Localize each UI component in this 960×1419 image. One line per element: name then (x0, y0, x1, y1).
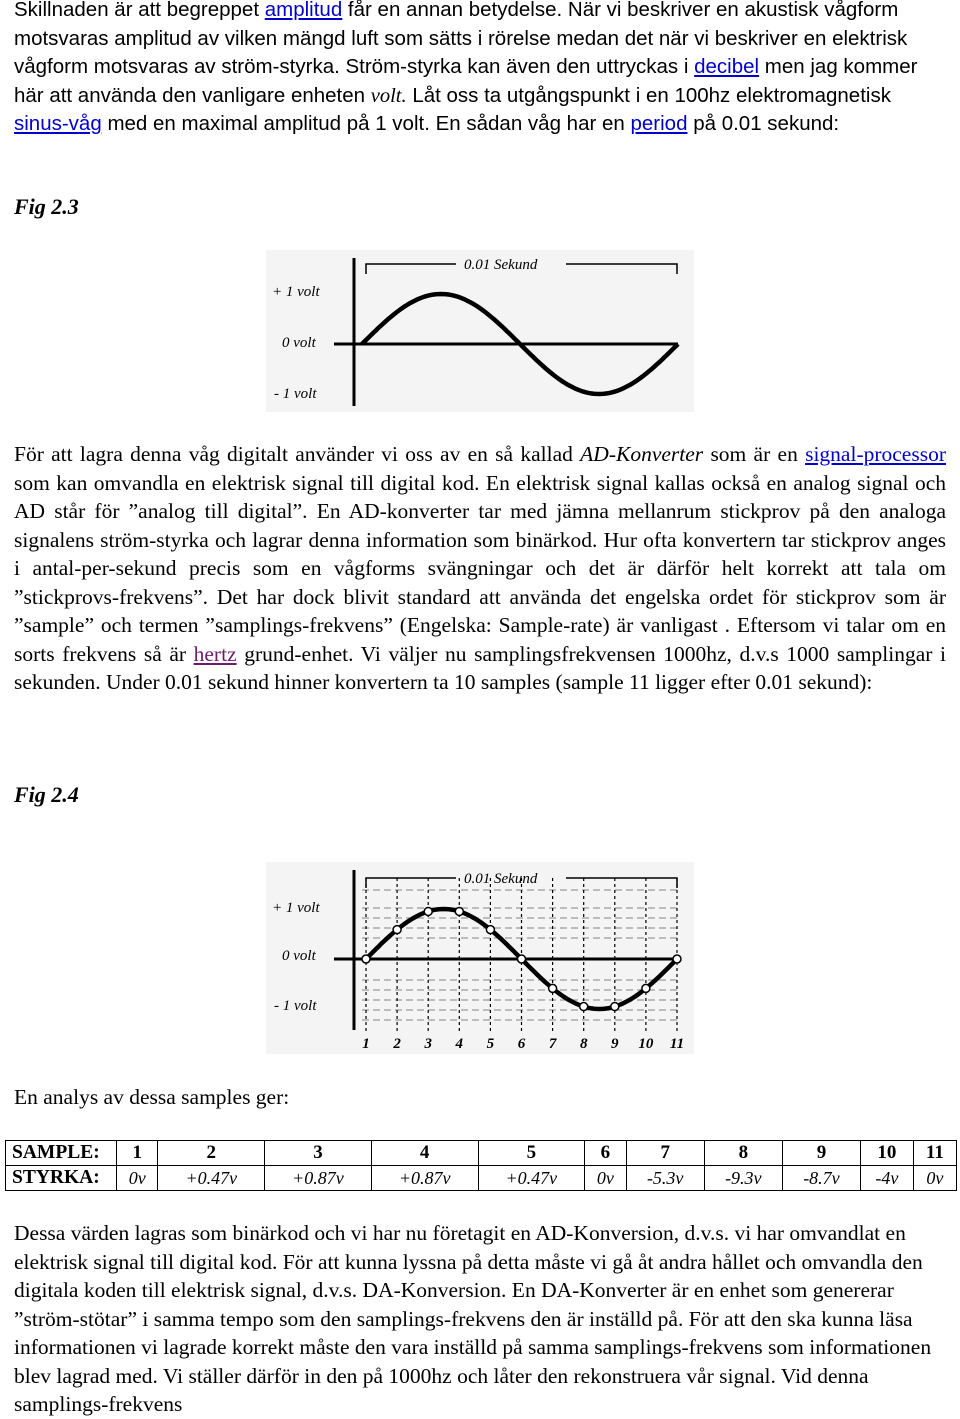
sample-number-cell: 9 (782, 1141, 860, 1166)
figure-caption-2-4: Fig 2.4 (14, 782, 79, 807)
strength-value-cell: -5.3v (626, 1166, 704, 1191)
sample-point (393, 926, 401, 934)
sample-point (642, 984, 650, 992)
strength-value-cell: 0v (585, 1166, 626, 1191)
link-signal-processor[interactable]: signal-processor (805, 442, 946, 466)
sample-number-cell: 8 (704, 1141, 782, 1166)
sample-number-label: 3 (424, 1036, 432, 1052)
sample-point (580, 1003, 588, 1011)
ad-converter-paragraph: För att lagra denna våg digitalt använder vi oss av en så kallad AD-Konverter som är en signal-processor som kan omvandla en elektrisk signal till digital kod. En elektrisk signal kallas också en analog signal och AD står för ”analog till digital”. En AD-konverter tar med jämna mellanrum stickprov på den analoga signalens ström-styrka och lagrar denna information som binärkod. Hur ofta konvertern tar stickprov anges i antal-per-sekund precis som en vågforms svängningar och det är därför helt korrekt att tala om ”stickprovs-frekvens”. Det har dock blivit standard att använda det engelska ordet för stickprov som är ”sample” och termen ”samplings-frekvens” (Engelska: Sample-rate) är vanligast . Eftersom vi talar om en sorts frekvens så är hertz grund-enhet. Vi väljer nu samplingsfrekvensen 1000hz, d.v.s 1000 samplingar i sekunden. Under 0.01 sekund hinner konvertern ta 10 samples (sample 11 ligger efter 0.01 sekund): (14, 442, 946, 694)
strength-value-cell: +0.87v (265, 1166, 372, 1191)
strength-value-cell: +0.47v (478, 1166, 585, 1191)
sample-number-cell: 6 (585, 1141, 626, 1166)
link-decibel[interactable]: decibel (694, 55, 760, 78)
sample-table (5, 1140, 957, 1191)
label-minus-1-volt: - 1 volt (274, 386, 317, 402)
link-hertz[interactable]: hertz (193, 641, 237, 666)
sample-point (673, 955, 681, 963)
sample-point (486, 926, 494, 934)
link-period[interactable]: period (630, 112, 688, 135)
label-minus-1-volt: - 1 volt (274, 998, 317, 1014)
sample-point (455, 907, 463, 915)
sample-number-cell: 4 (371, 1141, 478, 1166)
sample-point (362, 955, 370, 963)
strength-value-cell: -9.3v (704, 1166, 782, 1191)
sample-number-cell: 7 (626, 1141, 704, 1166)
strength-value-cell: -8.7v (782, 1166, 860, 1191)
period-label: 0.01 Sekund (464, 257, 538, 273)
strength-value-cell: -4v (861, 1166, 914, 1191)
strength-value-cell: +0.87v (371, 1166, 478, 1191)
sample-point (611, 1003, 619, 1011)
sample-number-label: 8 (579, 1036, 588, 1052)
sample-number-label: 5 (486, 1036, 495, 1052)
link-sinus-vag[interactable]: sinus-våg (14, 112, 102, 135)
period-label: 0.01 Sekund (464, 871, 538, 887)
sample-point (549, 984, 557, 992)
sample-point (424, 907, 432, 915)
sample-number-label: 11 (669, 1036, 685, 1052)
label-plus-1-volt: + 1 volt (272, 284, 320, 300)
link-amplitud[interactable]: amplitud (264, 0, 343, 21)
strength-header: STYRKA: (6, 1166, 117, 1191)
sample-number-cell: 3 (265, 1141, 372, 1166)
sample-number-label: 9 (611, 1036, 619, 1052)
sample-number-cell: 1 (117, 1141, 158, 1166)
sample-number-cell: 5 (478, 1141, 585, 1166)
strength-value-cell: 0v (913, 1166, 956, 1191)
strength-value-cell: 0v (117, 1166, 158, 1191)
figure-caption-2-3: Fig 2.3 (14, 194, 79, 219)
intro-paragraph: Skillnaden är att begreppet amplitud får en annan betydelse. När vi beskriver en akustisk vågform motsvaras amplitud av vilken mängd luft som sätts i rörelse medan det när vi beskriver en elektrisk vågform motsvaras av ström-styrka. Ström-styrka kan även den uttryckas i decibel men jag kommer här att använda den vanligare enheten volt. Låt oss ta utgångspunkt i en 100hz elektromagnetisk sinus-våg med en maximal amplitud på 1 volt. En sådan våg har en period på 0.01 sekund: (14, 0, 918, 135)
sample-number-cell: 2 (158, 1141, 265, 1166)
sample-number-cell: 10 (861, 1141, 914, 1166)
sample-number-label: 7 (548, 1036, 557, 1052)
sample-number-label: 4 (455, 1036, 464, 1052)
label-plus-1-volt: + 1 volt (272, 900, 320, 916)
sample-number-label: 2 (393, 1036, 401, 1052)
sample-point (518, 955, 526, 963)
strength-value-cell: +0.47v (158, 1166, 265, 1191)
analysis-intro: En analys av dessa samples ger: (14, 1085, 290, 1109)
sample-number-label: 6 (517, 1036, 526, 1052)
strength-row (6, 1166, 957, 1191)
label-0-volt: 0 volt (282, 948, 316, 964)
figure-2-3-sine-wave (266, 250, 694, 412)
label-0-volt: 0 volt (282, 335, 316, 351)
sample-number-label: 10 (638, 1036, 654, 1052)
sample-number-label: 1 (362, 1036, 370, 1052)
sample-row (6, 1141, 957, 1166)
figure-2-4-sampled-wave (266, 862, 694, 1054)
sample-header: SAMPLE: (6, 1141, 117, 1166)
da-converter-paragraph: Dessa värden lagras som binärkod och vi har nu företagit en AD-Konversion, d.v.s. vi har omvandlat en elektrisk signal till digital kod. För att kunna lyssna på detta måste vi gå åt andra hållet och omvandla den digitala koden till elektrisk signal, d.v.s. DA-Konversion. En DA-Konverter är en enhet som genererar ”ström-stötar” i samma tempo som den samplings-frekvens den är inställd på. För att den ska kunna läsa informationen vi lagrade korrekt måste den vara inställd på samma samplings-frekvens som informationen blev lagrad med. Vi ställer därför in den på 1000hz och låter den rekonstruera vår signal. Vid denna samplings-frekvens (14, 1221, 932, 1416)
sample-number-cell: 11 (913, 1141, 956, 1166)
